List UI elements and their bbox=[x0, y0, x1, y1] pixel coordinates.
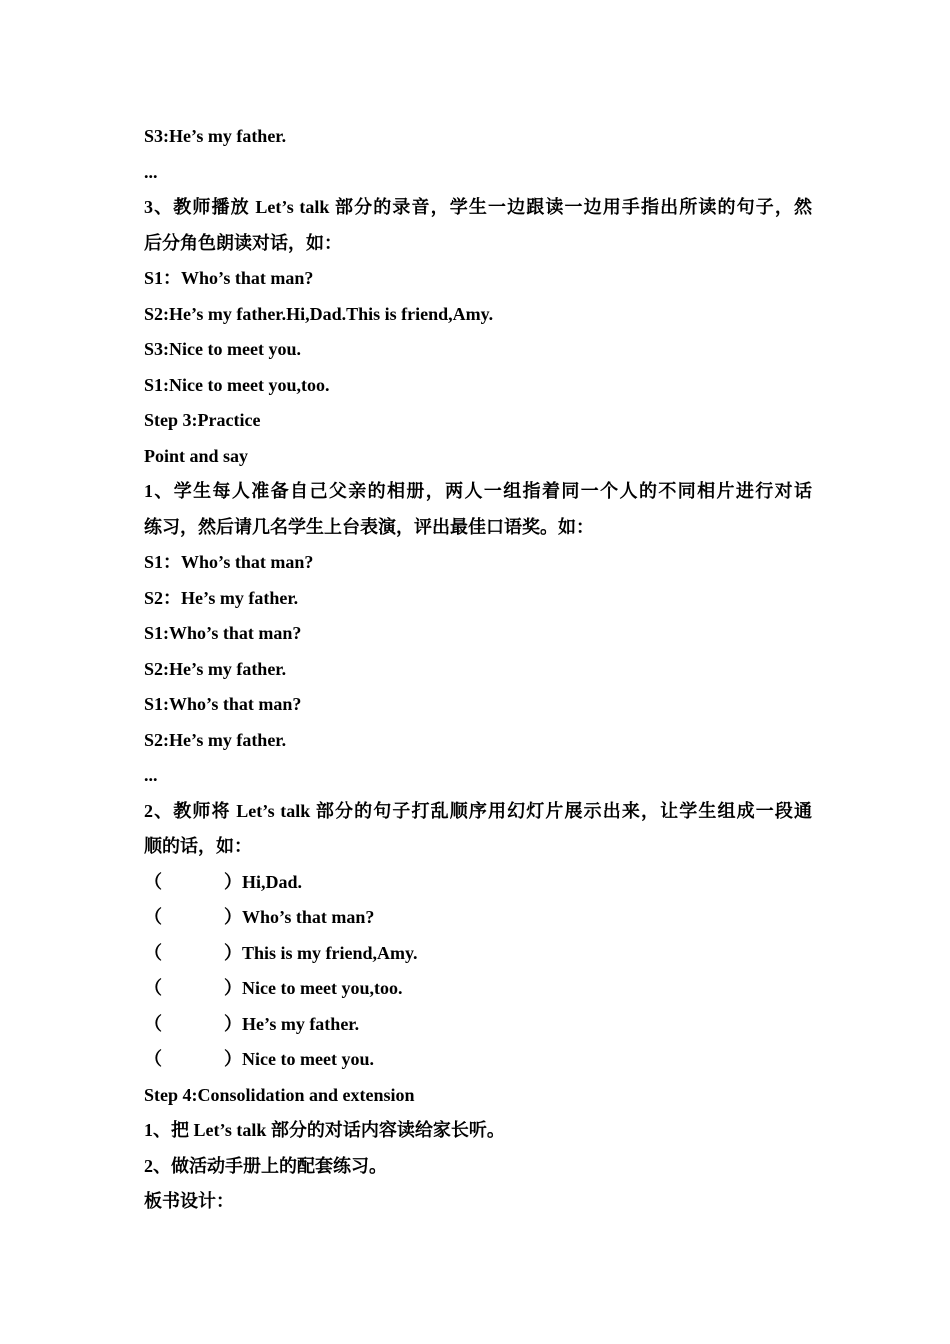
ordering-item-text: Nice to meet you,too. bbox=[242, 978, 403, 998]
ordering-item bbox=[144, 936, 812, 972]
paren-close: ） bbox=[224, 1013, 242, 1034]
instruction-line: 1、把 Let’s talk 部分的对话内容读给家长听。 bbox=[144, 1120, 505, 1140]
paren-open: （ bbox=[144, 907, 162, 927]
paren-open: （ bbox=[144, 1013, 162, 1034]
ordering-item bbox=[144, 865, 812, 901]
instruction-line: 1、学生每人准备自己父亲的相册，两人一组指着同一个人的不同相片进行对话 bbox=[144, 481, 812, 501]
dialogue-line: S2:He’s my father.Hi,Dad.This is friend,Amy. bbox=[144, 303, 494, 324]
instruction-line: 2、教师将 Let’s talk 部分的句子打乱顺序用幻灯片展示出来，让学生组成一段通 bbox=[144, 800, 812, 821]
dialogue-line: S1:Who’s that man? bbox=[144, 694, 302, 714]
dialogue-line: S1：Who’s that man? bbox=[144, 552, 314, 572]
ordering-item-text: He’s my father. bbox=[242, 1013, 360, 1034]
dialogue-line: S1:Who’s that man? bbox=[144, 623, 302, 643]
dialogue-line: S1:Nice to meet you,too. bbox=[144, 374, 330, 395]
ellipsis-line: ... bbox=[144, 765, 158, 785]
ordering-item-text: Hi,Dad. bbox=[242, 871, 303, 892]
paren-close: ） bbox=[224, 1049, 242, 1069]
dialogue-line: S2：He’s my father. bbox=[144, 587, 299, 608]
paren-close: ） bbox=[224, 871, 242, 892]
paren-close: ） bbox=[224, 907, 242, 927]
document-body bbox=[144, 119, 812, 1220]
ordering-item-text: This is my friend,Amy. bbox=[242, 942, 418, 963]
ordering-item-text: Who’s that man? bbox=[242, 907, 375, 927]
paren-close: ） bbox=[224, 942, 242, 963]
dialogue-line: S1：Who’s that man? bbox=[144, 268, 314, 288]
instruction-line: 2、做活动手册上的配套练习。 bbox=[144, 1155, 387, 1176]
paren-open: （ bbox=[144, 1049, 162, 1069]
ordering-item bbox=[144, 971, 812, 1007]
dialogue-line: S2:He’s my father. bbox=[144, 729, 287, 750]
ordering-item bbox=[144, 900, 812, 936]
step-heading: Step 3:Practice bbox=[144, 410, 261, 430]
step-heading: Step 4:Consolidation and extension bbox=[144, 1084, 415, 1105]
paren-open: （ bbox=[144, 942, 162, 963]
instruction-line: 后分角色朗读对话，如： bbox=[144, 232, 342, 253]
paren-open: （ bbox=[144, 978, 162, 998]
ordering-item bbox=[144, 1042, 812, 1078]
ordering-item-text: Nice to meet you. bbox=[242, 1049, 374, 1069]
instruction-line: 顺的话，如： bbox=[144, 836, 252, 856]
instruction-line: 3、教师播放 Let’s talk 部分的录音，学生一边跟读一边用手指出所读的句子，然 bbox=[144, 197, 812, 217]
board-design-heading: 板书设计： bbox=[144, 1191, 234, 1211]
paren-close: ） bbox=[224, 978, 242, 998]
dialogue-line: S2:He’s my father. bbox=[144, 658, 287, 679]
dialogue-line: S3:He’s my father. bbox=[144, 126, 287, 146]
instruction-line: 练习，然后请几名学生上台表演，评出最佳口语奖。如： bbox=[144, 516, 594, 537]
paren-open: （ bbox=[144, 871, 162, 892]
dialogue-line: S3:Nice to meet you. bbox=[144, 339, 301, 359]
section-heading: Point and say bbox=[144, 445, 249, 466]
ellipsis-line: ... bbox=[144, 161, 158, 182]
ordering-item bbox=[144, 1007, 812, 1043]
